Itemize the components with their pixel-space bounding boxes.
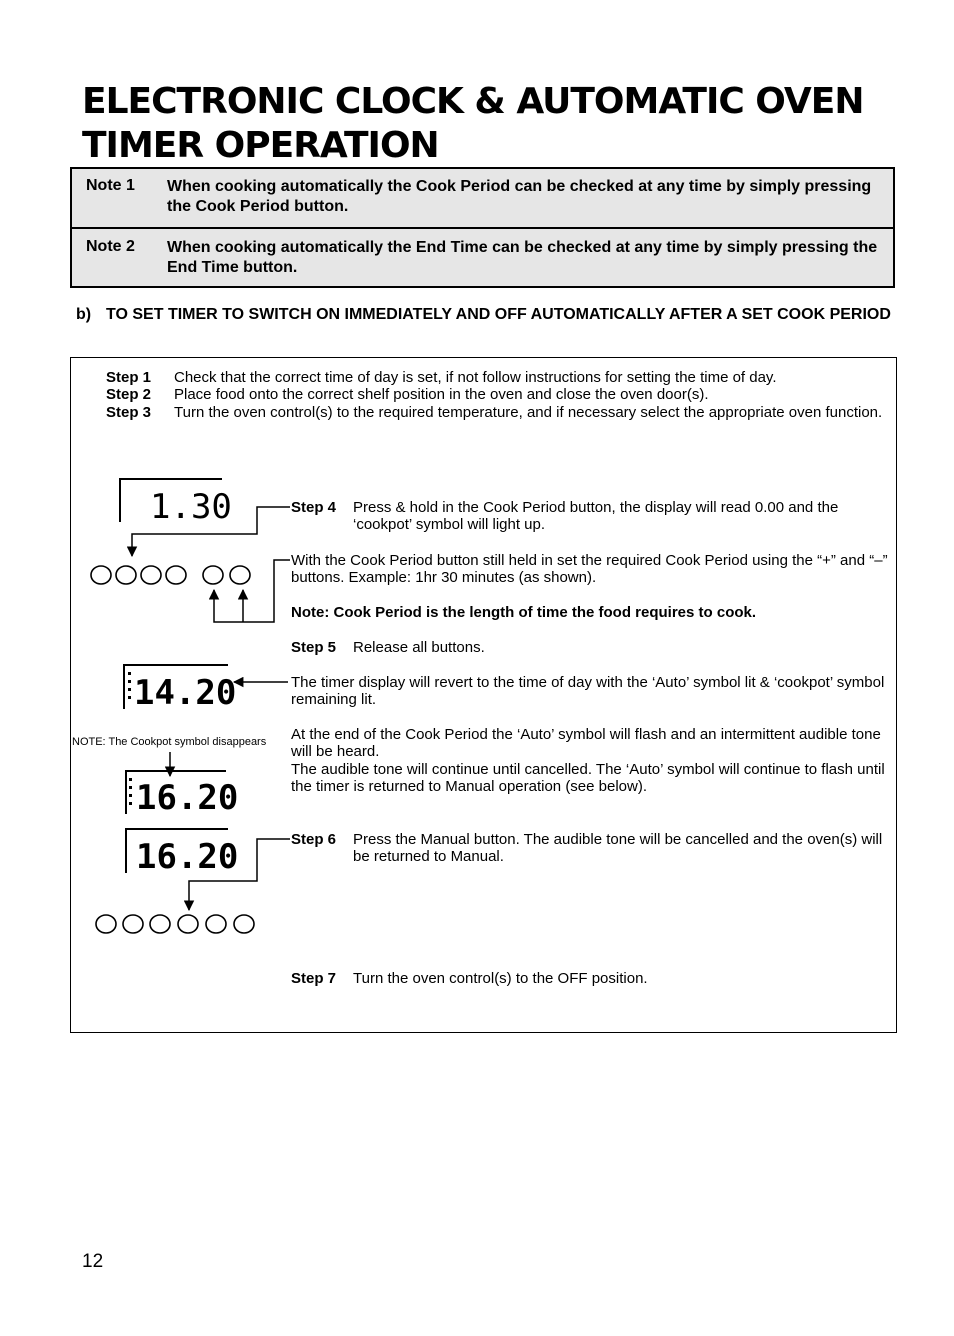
timer-display <box>126 771 238 818</box>
timer-button-icon <box>150 915 170 933</box>
step-label: Step 5 <box>291 639 337 656</box>
step-label: Step 4 <box>291 499 337 516</box>
page-title: ELECTRONIC CLOCK & AUTOMATIC OVEN TIMER OPERATION <box>82 81 864 166</box>
step-label: Step 7 <box>291 970 337 987</box>
step-text: Press the Manual button. The audible tone will be cancelled and the oven(s) will be returned to Manual. <box>353 831 883 865</box>
revert-text: The timer display will revert to the time of day with the ‘Auto’ symbol lit & ‘cookpot’ symbol remaining lit. <box>291 674 885 708</box>
step-text: Turn the oven control(s) to the required temperature, and if necessary select the appropriate oven function. <box>174 404 883 421</box>
cookpot-note: NOTE: The Cookpot symbol disappears <box>72 736 267 748</box>
step-label: Step 1 <box>106 369 152 386</box>
timer-display <box>120 479 232 527</box>
timer-button-icon <box>123 915 143 933</box>
timer-button-icon <box>141 566 161 584</box>
timer-button-icon <box>116 566 136 584</box>
button-row <box>91 566 250 584</box>
step-text: Check that the correct time of day is set, if not follow instructions for setting the time of day. <box>174 369 777 386</box>
section-heading: TO SET TIMER TO SWITCH ON IMMEDIATELY AND OFF AUTOMATICALLY AFTER A SET COOK PERIOD <box>106 306 891 323</box>
note-label: Note 2 <box>86 238 135 255</box>
step-label: Step 3 <box>106 404 152 421</box>
section-letter: b) <box>76 306 92 323</box>
timer-button-icon <box>206 915 226 933</box>
timer-display <box>124 665 236 713</box>
note-label: Note 1 <box>86 177 135 194</box>
timer-button-icon <box>230 566 250 584</box>
cook-period-hold-text: With the Cook Period button still held in set the required Cook Period using the “+” and “–” buttons. Example: 1hr 30 minutes (as shown). <box>291 552 888 586</box>
step-text: Turn the oven control(s) to the OFF position. <box>353 970 648 987</box>
end-text: At the end of the Cook Period the ‘Auto’ symbol will flash and an intermittent audible tone will be heard. <box>291 726 881 760</box>
indicator-dots-icon <box>128 672 131 699</box>
timer-button-icon <box>234 915 254 933</box>
step-text: Press & hold in the Cook Period button, the display will read 0.00 and the ‘cookpot’ symbol will light up. <box>353 499 839 533</box>
step-text: Place food onto the correct shelf position in the oven and close the oven door(s). <box>174 386 709 403</box>
step-label: Step 2 <box>106 386 152 403</box>
display-digits: 16.20 <box>136 837 239 877</box>
display-digits: 1.30 <box>150 487 232 527</box>
cook-period-note: Note: Cook Period is the length of time the food requires to cook. <box>291 604 757 621</box>
display-digits: 14.20 <box>134 673 237 713</box>
note-text: When cooking automatically the Cook Period can be checked at any time by simply pressing the Cook Period button. <box>167 178 872 215</box>
step-label: Step 6 <box>291 831 337 848</box>
end-text: The audible tone will continue until cancelled. The ‘Auto’ symbol will continue to flash until the timer is returned to Manual operation (see below). <box>291 761 885 795</box>
button-row <box>96 915 254 933</box>
timer-display <box>126 829 238 877</box>
timer-button-icon <box>91 566 111 584</box>
timer-button-icon <box>166 566 186 584</box>
note-text: When cooking automatically the End Time can be checked at any time by simply pressing the End Time button. <box>167 239 878 276</box>
display-digits: 16.20 <box>136 778 239 818</box>
step-text: Release all buttons. <box>353 639 485 656</box>
timer-button-icon <box>96 915 116 933</box>
timer-button-icon <box>203 566 223 584</box>
connector-arrow <box>214 560 290 622</box>
indicator-dots-icon <box>129 778 132 805</box>
timer-button-icon <box>178 915 198 933</box>
page-number: 12 <box>82 1251 104 1272</box>
